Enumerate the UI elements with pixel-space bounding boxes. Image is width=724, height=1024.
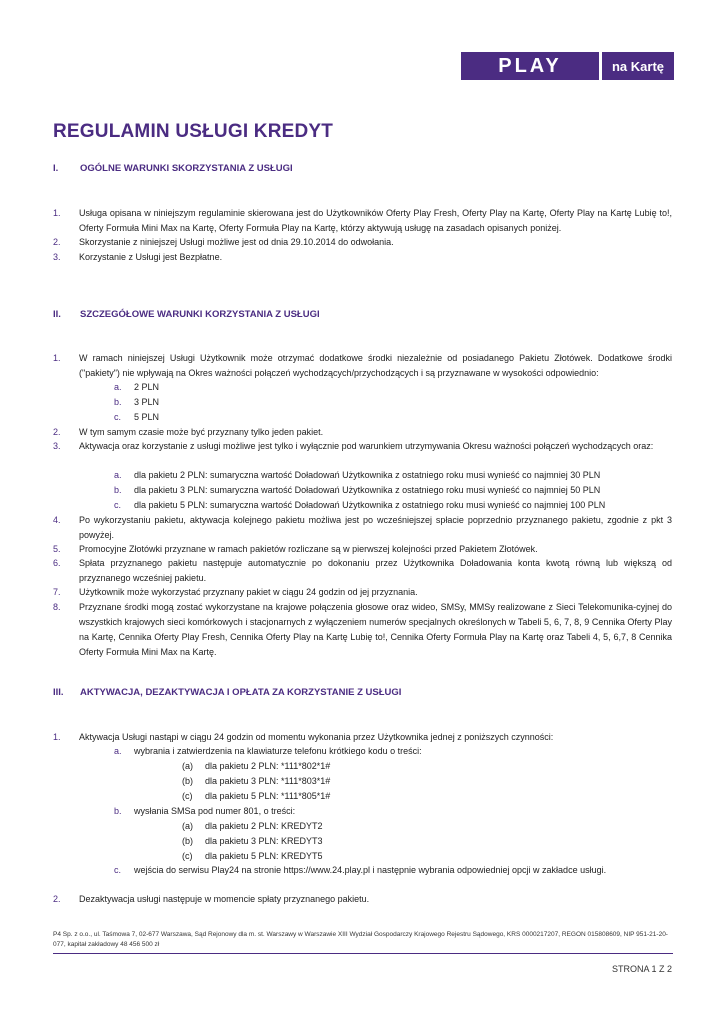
footer-divider <box>53 953 673 954</box>
s2-item-1: W ramach niniejszej Usługi Użytkownik może otrzymać dodatkowe środki niezależnie od posiadanego Pakietu Złotówek. Dodatkowe środki ("pakiety") nie wpływają na Okres ważności połączeń wychodzących/przychodzących i są przyznawane w wysokości odpowiednio: <box>79 353 672 378</box>
logo-play-text: PLAY <box>461 52 599 80</box>
s3-item-1b-1: dla pakietu 2 PLN: KREDYT2 <box>205 821 323 831</box>
s1-item-1: Usługa opisana w niniejszym regulaminie skierowana jest do Użytkowników Oferty Play Fresh, Oferty Play na Kartę, Oferty Play na Kartę Lubię to!, Oferty Formuła Mini Max na Kartę, Oferty Formuła Play na Kartę, którzy aktywują usługę na zasadach opisanych poniżej. <box>79 208 672 233</box>
sub-letter: a. <box>114 382 122 392</box>
section-3-heading <box>53 687 401 698</box>
s2-item-8: Przyznane środki mogą zostać wykorzystane na krajowe połączenia głosowe oraz wideo, SMSy, MMSy realizowane z Sieci Telekomunika-cyjnej do wszystkich krajowych sieci komórkowych i stacjonarnych z wyłączeniem numerów specjalnych określonych w Tabeli 5, 6, 7, 8, 9 Cennika Oferty Play na Kartę, Cennika Oferty Play Fresh, Cennika Oferty Play na Kartę Lubię to!, Cennika Oferty Formuła Play na Kartę oraz Tabeli 4, 5, 6,7, 8 Cennika Oferty Formuła Mini Max na Kartę. <box>79 602 672 657</box>
sub-roman: (b) <box>182 836 193 846</box>
list-number: 1. <box>53 353 61 363</box>
sub-letter: b. <box>114 397 122 407</box>
list-number: 2. <box>53 237 61 247</box>
s3-item-2: Dezaktywacja usługi następuje w momencie spłaty przyznanego pakietu. <box>79 894 370 904</box>
s2-item-1a: 2 PLN <box>134 382 160 392</box>
sub-roman: (c) <box>182 791 193 801</box>
s2-item-6: Spłata przyznanego pakietu następuje automatycznie po dokonaniu przez Użytkownika Doładowania konta kwotą równą lub większą od przyznanego wcześniej pakietu. <box>79 558 672 583</box>
sub-letter: c. <box>114 865 122 875</box>
list-number: 3. <box>53 252 61 262</box>
section-title: SZCZEGÓŁOWE WARUNKI KORZYSTANIA Z USŁUGI <box>80 309 320 320</box>
s2-item-1b: 3 PLN <box>134 397 160 407</box>
logo-karte-text: na Kartę <box>602 52 674 80</box>
sub-roman: (a) <box>182 821 193 831</box>
section-title: AKTYWACJA, DEZAKTYWACJA I OPŁATA ZA KORZYSTANIE Z USŁUGI <box>80 687 402 698</box>
sub-roman: (b) <box>182 776 193 786</box>
s3-item-1a-1: dla pakietu 2 PLN: *111*802*1# <box>205 761 331 771</box>
list-number: 2. <box>53 894 61 904</box>
play-logo <box>461 52 674 80</box>
footer-company-info: P4 Sp. z o.o., ul. Taśmowa 7, 02-677 Warszawa, Sąd Rejonowy dla m. st. Warszawy w Warszawie XIII Wydział Gospodarczy Krajowego Rejestru Sądowego, KRS 0000217207, REGON 015808609, NIP 951-21-20-077, kapitał zakładowy 48 456 500 zł <box>53 931 668 948</box>
sub-letter: a. <box>114 470 122 480</box>
page-number: STRONA 1 Z 2 <box>611 964 672 974</box>
s3-item-1a-3: dla pakietu 5 PLN: *111*805*1# <box>205 791 331 801</box>
list-number: 5. <box>53 544 61 554</box>
list-number: 3. <box>53 441 61 451</box>
sub-letter: c. <box>114 500 122 510</box>
section-title: OGÓLNE WARUNKI SKORZYSTANIA Z USŁUGI <box>80 163 293 174</box>
s3-item-1a-2: dla pakietu 3 PLN: *111*803*1# <box>205 776 331 786</box>
s2-item-4: Po wykorzystaniu pakietu, aktywacja kolejnego pakietu możliwa jest po wcześniejszej spłacie poprzednio przyznanego pakietu, zgodnie z pkt 3 powyżej. <box>79 515 672 540</box>
s2-item-3: Aktywacja oraz korzystanie z usługi możliwe jest tylko i wyłącznie pod warunkiem utrzymywania Okresu ważności połączeń wychodzących oraz: <box>79 441 654 451</box>
s3-item-1b-3: dla pakietu 5 PLN: KREDYT5 <box>205 851 323 861</box>
list-number: 6. <box>53 558 61 568</box>
section-number: II. <box>53 309 61 320</box>
sub-roman: (a) <box>182 761 193 771</box>
s2-item-3a: dla pakietu 2 PLN: sumaryczna wartość Doładowań Użytkownika z ostatniego roku musi wynieść co najmniej 30 PLN <box>134 470 601 480</box>
list-number: 1. <box>53 732 61 742</box>
list-number: 8. <box>53 602 61 612</box>
page-title: REGULAMIN USŁUGI KREDYT <box>53 121 334 142</box>
s2-item-1c: 5 PLN <box>134 412 160 422</box>
s1-item-3: Korzystanie z Usługi jest Bezpłatne. <box>79 252 223 262</box>
list-number: 4. <box>53 515 61 525</box>
section-1-heading <box>53 163 293 174</box>
s2-item-3b: dla pakietu 3 PLN: sumaryczna wartość Doładowań Użytkownika z ostatniego roku musi wynieść co najmniej 50 PLN <box>134 485 601 495</box>
s2-item-2: W tym samym czasie może być przyznany tylko jeden pakiet. <box>79 427 324 437</box>
list-number: 1. <box>53 208 61 218</box>
section-number: I. <box>53 163 59 174</box>
s3-item-1a: wybrania i zatwierdzenia na klawiaturze telefonu krótkiego kodu o treści: <box>134 746 422 756</box>
s1-item-2: Skorzystanie z niniejszej Usługi możliwe jest od dnia 29.10.2014 do odwołania. <box>79 237 394 247</box>
s3-item-1b: wysłania SMSa pod numer 801, o treści: <box>134 806 296 816</box>
s2-item-7: Użytkownik może wykorzystać przyznany pakiet w ciągu 24 godzin od jej przyznania. <box>79 587 418 597</box>
sub-roman: (c) <box>182 851 193 861</box>
list-number: 7. <box>53 587 61 597</box>
s2-item-5: Promocyjne Złotówki przyznane w ramach pakietów rozliczane są w pierwszej kolejności przed Pakietem Złotówek. <box>79 544 538 554</box>
section-2-heading <box>53 309 320 320</box>
sub-letter: c. <box>114 412 122 422</box>
sub-letter: b. <box>114 806 122 816</box>
section-number: III. <box>53 687 64 698</box>
s2-item-3c: dla pakietu 5 PLN: sumaryczna wartość Doładowań Użytkownika z ostatniego roku musi wynieść co najmniej 100 PLN <box>134 500 606 510</box>
s3-item-1c: wejścia do serwisu Play24 na stronie https://www.24.play.pl i następnie wybrania odpowiedniej opcji w zakładce usługi. <box>134 865 607 875</box>
s3-item-1b-2: dla pakietu 3 PLN: KREDYT3 <box>205 836 323 846</box>
sub-letter: a. <box>114 746 122 756</box>
sub-letter: b. <box>114 485 122 495</box>
s3-item-1: Aktywacja Usługi nastąpi w ciągu 24 godzin od momentu wykonania przez Użytkownika jednej z poniższych czynności: <box>79 732 554 742</box>
list-number: 2. <box>53 427 61 437</box>
